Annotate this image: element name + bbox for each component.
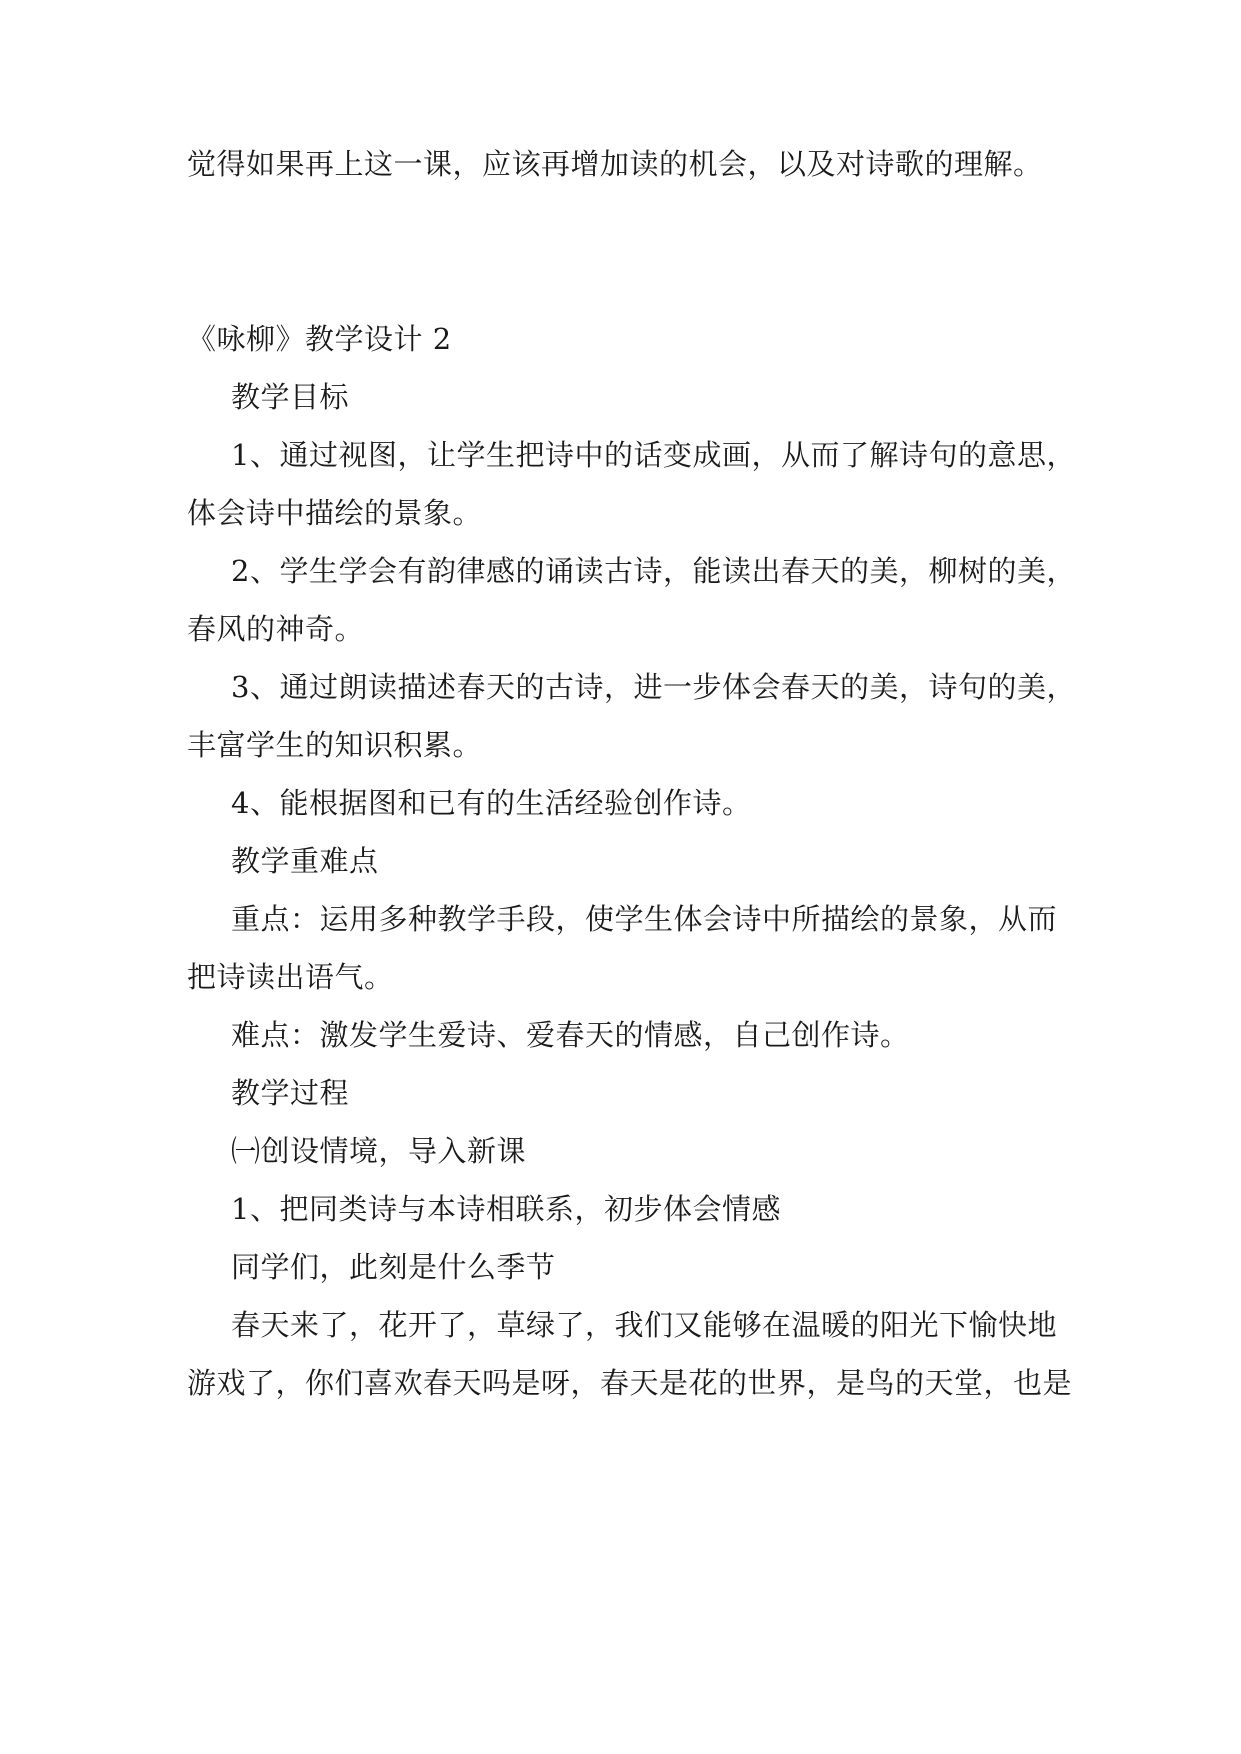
paragraph-line-2: 游戏了，你们喜欢春天吗是呀，春天是花的世界，是鸟的天堂，也是	[187, 1366, 1073, 1400]
goals-heading: 教学目标	[231, 380, 350, 414]
key-point-line-2: 把诗读出语气。	[187, 960, 394, 994]
goal-3-line-2: 丰富学生的知识积累。	[187, 728, 483, 762]
process-heading: 教学过程	[231, 1076, 350, 1110]
key-points-heading: 教学重难点	[231, 844, 379, 878]
goal-2-line-2: 春风的神奇。	[187, 612, 365, 646]
step-1: 1、把同类诗与本诗相联系，初步体会情感	[231, 1192, 781, 1226]
goal-2-line-1: 2、学生学会有韵律感的诵读古诗，能读出春天的美，柳树的美，	[231, 554, 1076, 588]
goal-3-line-1: 3、通过朗读描述春天的古诗，进一步体会春天的美，诗句的美，	[231, 670, 1076, 704]
goal-1-line-1: 1、通过视图，让学生把诗中的话变成画，从而了解诗句的意思，	[231, 438, 1076, 472]
goal-4: 4、能根据图和已有的生活经验创作诗。	[231, 786, 752, 820]
goal-1-line-2: 体会诗中描绘的景象。	[187, 496, 483, 530]
previous-paragraph-tail: 觉得如果再上这一课，应该再增加读的机会，以及对诗歌的理解。	[187, 147, 1043, 181]
section-1-heading: ㈠创设情境，导入新课	[231, 1134, 527, 1168]
difficulty: 难点：激发学生爱诗、爱春天的情感，自己创作诗。	[231, 1018, 910, 1052]
paragraph-line-1: 春天来了，花开了，草绿了，我们又能够在温暖的阳光下愉快地	[231, 1308, 1058, 1342]
key-point-line-1: 重点：运用多种教学手段，使学生体会诗中所描绘的景象，从而	[231, 902, 1058, 936]
document-title: 《咏柳》教学设计 2	[187, 322, 452, 356]
question: 同学们，此刻是什么季节	[231, 1250, 556, 1284]
